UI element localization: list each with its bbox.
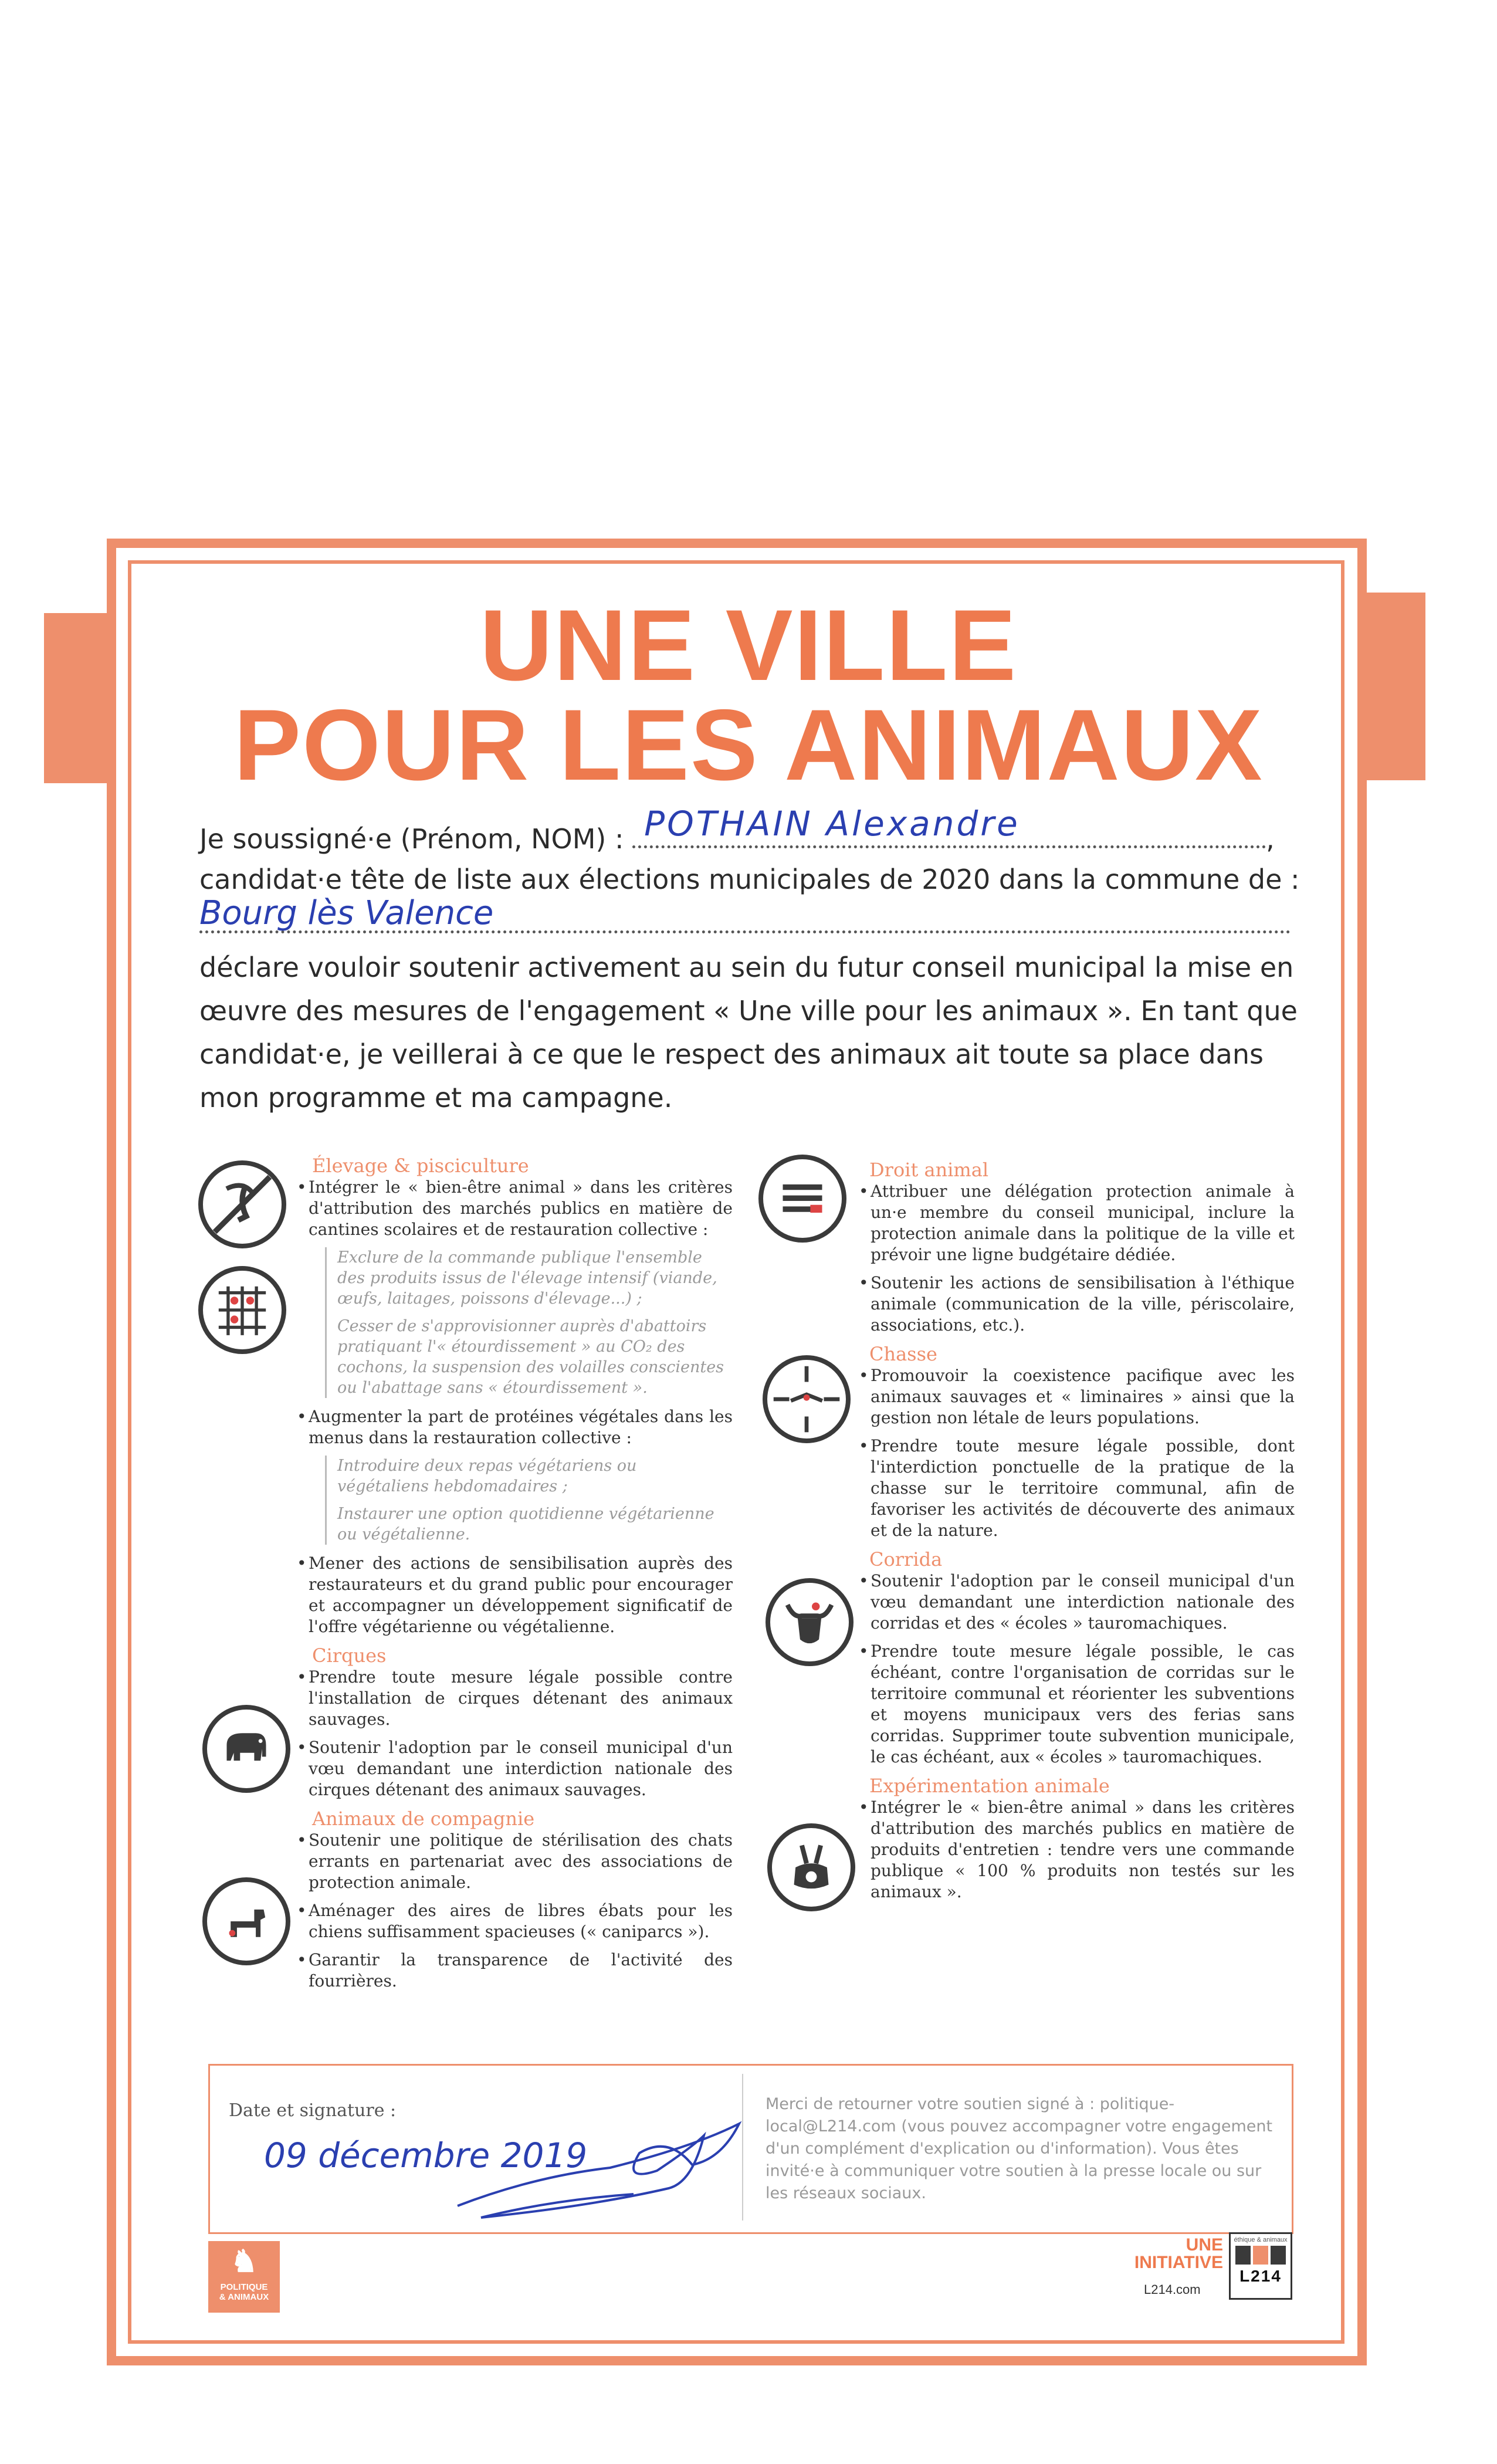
bull-icon — [766, 1578, 854, 1666]
cirques-title: Cirques — [312, 1644, 387, 1667]
elevage-quote-4: Instaurer une option quotidienne végétarienne ou végétalienne. — [337, 1505, 714, 1544]
commune-field[interactable] — [199, 894, 1291, 933]
rabbit-icon — [767, 1823, 855, 1911]
politique-animaux-logo: ♞ POLITIQUE & ANIMAUX — [208, 2241, 280, 2313]
chasse-title: Chasse — [869, 1343, 937, 1365]
title-line-1: UNE VILLE — [479, 589, 1018, 702]
l214-logo: éthique & animaux L214 — [1229, 2232, 1292, 2300]
cage-icon — [198, 1266, 286, 1354]
fish-hook-icon — [198, 1160, 286, 1248]
crosshair-icon — [763, 1355, 851, 1443]
signature-label: Date et signature : — [229, 2100, 397, 2121]
compagnie-bullet-1: • Soutenir une politique de stérilisation des chats errants en partenariat avec des associations de protection animale. — [296, 1830, 733, 1893]
elephant-icon — [202, 1705, 290, 1793]
commune-line — [199, 894, 1302, 946]
experimentation-title: Expérimentation animale — [869, 1775, 1110, 1797]
signature-scribble[interactable] — [446, 2112, 798, 2229]
return-instructions: Merci de retourner votre soutien signé à : politique-local@L214.com (vous pouvez accompagner votre engagement d'un complément d'explication ou d'information). Vous êtes invité·e à communiquer votre soutien à la presse locale ou sur les réseaux sociaux. — [766, 2095, 1273, 2202]
name-label: Je soussigné·e (Prénom, NOM) : — [199, 823, 624, 855]
droit-bullet-2: • Soutenir les actions de sensibilisation à l'éthique animale (communication de la ville, périscolaire, associations, etc.). — [858, 1272, 1295, 1336]
corrida-bullet-2: • Prendre toute mesure légale possible, le cas échéant, contre l'organisation de corridas sur le territoire communal et réorienter les subventions et moyens municipaux vers des ferias sans corridas. Supprimer toute subvention municipale, le cas échéant, aux « écoles » tauromachiques. — [858, 1641, 1295, 1768]
name-handwritten: POTHAIN Alexandre — [644, 804, 1020, 844]
signature-date-handwritten[interactable]: 09 décembre 2019 — [264, 2135, 588, 2175]
compagnie-title: Animaux de compagnie — [312, 1808, 535, 1830]
droit-title: Droit animal — [869, 1159, 989, 1181]
declaration-paragraph: déclare vouloir soutenir activement au sein du futur conseil municipal la mise en œuvre des mesures de l'engagement « Une ville pour les animaux ». En tant que candidat·e, je veillerai à ce que le respect des animaux ait toute sa place dans mon programme et ma campagne. — [199, 952, 1298, 1113]
rooster-icon: ♞ — [230, 2245, 258, 2279]
elevage-quote-2: Cesser de s'approvisionner auprès d'abattoirs pratiquant l'« étourdissement » au CO₂ des cochons, la suspension des volailles conscientes ou l'abattage sans « étourdissement ». — [337, 1317, 724, 1397]
right-column — [858, 1159, 1295, 1910]
elevage-quote-block-2 — [325, 1456, 733, 1545]
corrida-bullet-1: • Soutenir l'adoption par le conseil municipal d'un vœu demandant une interdiction nationale des corridas et des « écoles » tauromachiques. — [858, 1571, 1295, 1634]
cirques-bullet-2: • Soutenir l'adoption par le conseil municipal d'un vœu demandant une interdiction nationale des cirques détenant des animaux sauvages. — [296, 1737, 733, 1800]
initiative-label: UNE INITIATIVE — [1134, 2235, 1223, 2272]
elevage-quote-3: Introduire deux repas végétariens ou végétaliens hebdomadaires ; — [337, 1457, 637, 1495]
corrida-title: Corrida — [869, 1548, 943, 1571]
cirques-bullet-1: • Prendre toute mesure légale possible contre l'installation de cirques détenant des animaux sauvages. — [296, 1667, 733, 1730]
elevage-quote-block-1 — [325, 1247, 733, 1398]
compagnie-bullet-2: • Aménager des aires de libres ébats pour les chiens suffisamment spacieuses (« caniparcs »). — [296, 1900, 733, 1942]
left-column — [296, 1155, 733, 1999]
droit-bullet-1: • Attribuer une délégation protection animale à un·e membre du conseil municipal, inclure la protection animale dans la politique de la ville et prévoir une ligne budgétaire dédiée. — [858, 1181, 1295, 1265]
l214-site[interactable]: L214.com — [1144, 2282, 1201, 2297]
title-line-2: POUR LES ANIMAUX — [233, 689, 1264, 801]
elevage-bullet-3: • Mener des actions de sensibilisation auprès des restaurateurs et du grand public pour encourager et accompagner un développement significatif de l'offre végétarienne ou végétalienne. — [296, 1553, 733, 1637]
elevage-bullet-2: • Augmenter la part de protéines végétales dans les menus dans la restauration collective : — [296, 1406, 733, 1448]
experimentation-bullet-1: • Intégrer le « bien-être animal » dans les critères d'attribution des marchés publics en matière de produits d'entretien : tendre vers une commande publique « 100 % produits non testés sur les animaux ». — [858, 1797, 1295, 1903]
elevage-title: Élevage & pisciculture — [312, 1155, 529, 1177]
commune-handwritten: Bourg lès Valence — [199, 894, 494, 932]
declaration-line-2: candidat·e tête de liste aux élections municipales de 2020 dans la commune de : — [199, 864, 1300, 895]
chasse-bullet-2: • Prendre toute mesure légale possible, dont l'interdiction ponctuelle de la pratique de la chasse sur le territoire communal, afin de favoriser les activités de découverte des animaux et de la nature. — [858, 1436, 1295, 1541]
dog-icon — [202, 1877, 290, 1965]
elevage-bullet-1: • Intégrer le « bien-être animal » dans les critères d'attribution des marchés publics en matière de cantines scolaires et de restauration collective : — [296, 1177, 733, 1240]
compagnie-bullet-3: • Garantir la transparence de l'activité des fourrières. — [296, 1949, 733, 1992]
animals-icon — [1235, 2246, 1286, 2265]
elevage-quote-1: Exclure de la commande publique l'ensemble des produits issus de l'élevage intensif (viande, œufs, laitages, poissons d'élevage...) ; — [337, 1248, 717, 1308]
document-icon — [758, 1155, 846, 1243]
chasse-bullet-1: • Promouvoir la coexistence pacifique avec les animaux sauvages et « liminaires » ainsi que la gestion non létale de leurs populations. — [858, 1365, 1295, 1429]
declaration-line-1: Je soussigné·e (Prénom, NOM) : POTHAIN Alexandre , — [199, 813, 1302, 861]
